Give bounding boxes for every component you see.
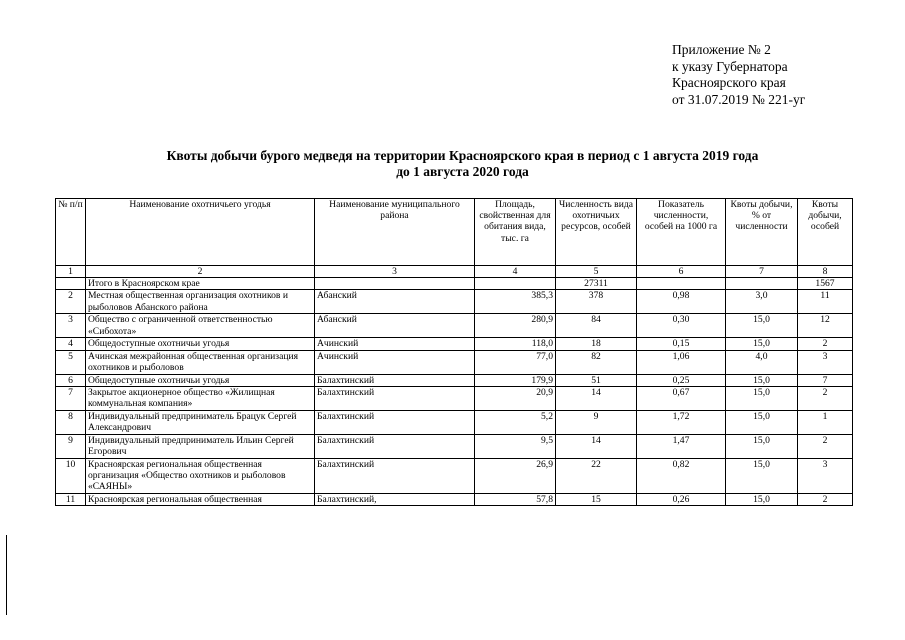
row-number: 10 [56, 458, 86, 493]
quota-percent-value: 4,0 [726, 350, 798, 374]
table-header-row [56, 199, 853, 266]
column-number: 2 [86, 266, 315, 278]
quota-percent-value: 15,0 [726, 458, 798, 493]
population-value: 15 [556, 493, 637, 505]
district-name: Балахтинский [315, 386, 475, 410]
hunting-ground-name: Итого в Красноярском крае [86, 278, 315, 290]
area-value: 118,0 [475, 338, 556, 350]
area-value: 179,9 [475, 374, 556, 386]
header-population: Численность вида охотничьих ресурсов, особей [556, 199, 637, 266]
quota-percent-value [726, 278, 798, 290]
density-value: 0,15 [637, 338, 726, 350]
population-value: 14 [556, 386, 637, 410]
column-number: 8 [798, 266, 853, 278]
quota-count-value: 2 [798, 338, 853, 350]
population-value: 82 [556, 350, 637, 374]
table-row [56, 410, 853, 434]
quota-count-value: 3 [798, 458, 853, 493]
column-numbers-row [56, 266, 853, 278]
table-row [56, 493, 853, 505]
header-density: Показатель численности, особей на 1000 га [637, 199, 726, 266]
appendix-line-4: от 31.07.2019 № 221-уг [672, 91, 806, 107]
density-value: 0,98 [637, 290, 726, 314]
area-value: 385,3 [475, 290, 556, 314]
district-name: Балахтинский, [315, 493, 475, 505]
district-name [315, 278, 475, 290]
row-number: 4 [56, 338, 86, 350]
header-area: Площадь, свойственная для обитания вида, тыс. га [475, 199, 556, 266]
row-number: 6 [56, 374, 86, 386]
table-row [56, 458, 853, 493]
quota-percent-value: 15,0 [726, 410, 798, 434]
scan-margin-line [6, 535, 7, 615]
quota-count-value: 7 [798, 374, 853, 386]
column-number: 6 [637, 266, 726, 278]
quota-count-value: 2 [798, 493, 853, 505]
quota-count-value: 2 [798, 386, 853, 410]
area-value: 5,2 [475, 410, 556, 434]
table-row [56, 338, 853, 350]
district-name: Балахтинский [315, 434, 475, 458]
appendix-block [672, 42, 805, 108]
table-row-total [56, 278, 853, 290]
row-number: 3 [56, 314, 86, 338]
density-value: 0,82 [637, 458, 726, 493]
hunting-ground-name: Местная общественная организация охотников и рыболовов Абанского района [86, 290, 315, 314]
district-name: Ачинский [315, 338, 475, 350]
hunting-ground-name: Красноярская региональная общественная организация «Общество охотников и рыболовов «САЯНЫ» [86, 458, 315, 493]
area-value: 57,8 [475, 493, 556, 505]
quota-percent-value: 15,0 [726, 338, 798, 350]
appendix-line-3: Красноярского края [672, 75, 786, 90]
column-number: 5 [556, 266, 637, 278]
hunting-ground-name: Индивидуальный предприниматель Брацук Сергей Александрович [86, 410, 315, 434]
area-value: 77,0 [475, 350, 556, 374]
table-row [56, 350, 853, 374]
population-value: 84 [556, 314, 637, 338]
district-name: Абанский [315, 290, 475, 314]
density-value [637, 278, 726, 290]
area-value: 280,9 [475, 314, 556, 338]
column-number: 4 [475, 266, 556, 278]
row-number: 5 [56, 350, 86, 374]
table-row [56, 434, 853, 458]
population-value: 22 [556, 458, 637, 493]
column-number: 3 [315, 266, 475, 278]
table-row [56, 290, 853, 314]
population-value: 14 [556, 434, 637, 458]
quota-percent-value: 15,0 [726, 386, 798, 410]
document-title [0, 148, 905, 180]
appendix-line-2: к указу Губернатора [672, 58, 788, 74]
area-value [475, 278, 556, 290]
district-name: Ачинский [315, 350, 475, 374]
column-number: 7 [726, 266, 798, 278]
header-quota-percent: Квоты добычи, % от численности [726, 199, 798, 266]
quota-percent-value: 3,0 [726, 290, 798, 314]
table-row [56, 374, 853, 386]
quota-count-value: 2 [798, 434, 853, 458]
population-value: 378 [556, 290, 637, 314]
header-hunting-ground: Наименование охотничьего угодья [86, 199, 315, 266]
hunting-ground-name: Общество с ограниченной ответственностью «Сибохота» [86, 314, 315, 338]
quota-percent-value: 15,0 [726, 374, 798, 386]
quota-table [55, 198, 853, 506]
density-value: 1,72 [637, 410, 726, 434]
column-number: 1 [56, 266, 86, 278]
hunting-ground-name: Красноярская региональная общественная [86, 493, 315, 505]
density-value: 0,25 [637, 374, 726, 386]
density-value: 0,67 [637, 386, 726, 410]
district-name: Балахтинский [315, 374, 475, 386]
quota-count-value: 1 [798, 410, 853, 434]
hunting-ground-name: Индивидуальный предприниматель Ильин Сергей Егорович [86, 434, 315, 458]
population-value: 18 [556, 338, 637, 350]
document-title-line-1: Квоты добычи бурого медведя на территории Красноярского края в период с 1 августа 2019 года [166, 148, 759, 163]
hunting-ground-name: Закрытое акционерное общество «Жилищная коммунальная компания» [86, 386, 315, 410]
quota-percent-value: 15,0 [726, 434, 798, 458]
appendix-line-1: Приложение № 2 [672, 42, 771, 57]
row-number: 9 [56, 434, 86, 458]
density-value: 0,26 [637, 493, 726, 505]
population-value: 27311 [556, 278, 637, 290]
hunting-ground-name: Общедоступные охотничьи угодья [86, 374, 315, 386]
row-number: 11 [56, 493, 86, 505]
quota-percent-value: 15,0 [726, 314, 798, 338]
quota-count-value: 3 [798, 350, 853, 374]
district-name: Балахтинский [315, 410, 475, 434]
table-row [56, 386, 853, 410]
row-number [56, 278, 86, 290]
area-value: 26,9 [475, 458, 556, 493]
quota-count-value: 11 [798, 290, 853, 314]
table-row [56, 314, 853, 338]
header-number: № п/п [56, 199, 86, 266]
header-quota-count: Квоты добычи, особей [798, 199, 853, 266]
quota-count-value: 1567 [798, 278, 853, 290]
hunting-ground-name: Общедоступные охотничьи угодья [86, 338, 315, 350]
density-value: 0,30 [637, 314, 726, 338]
district-name: Балахтинский [315, 458, 475, 493]
area-value: 20,9 [475, 386, 556, 410]
header-district: Наименование муниципального района [315, 199, 475, 266]
row-number: 8 [56, 410, 86, 434]
hunting-ground-name: Ачинская межрайонная общественная организация охотников и рыболовов [86, 350, 315, 374]
density-value: 1,47 [637, 434, 726, 458]
row-number: 2 [56, 290, 86, 314]
document-title-line-2: до 1 августа 2020 года [396, 164, 529, 179]
population-value: 51 [556, 374, 637, 386]
population-value: 9 [556, 410, 637, 434]
area-value: 9,5 [475, 434, 556, 458]
row-number: 7 [56, 386, 86, 410]
quota-count-value: 12 [798, 314, 853, 338]
density-value: 1,06 [637, 350, 726, 374]
quota-percent-value: 15,0 [726, 493, 798, 505]
district-name: Абанский [315, 314, 475, 338]
